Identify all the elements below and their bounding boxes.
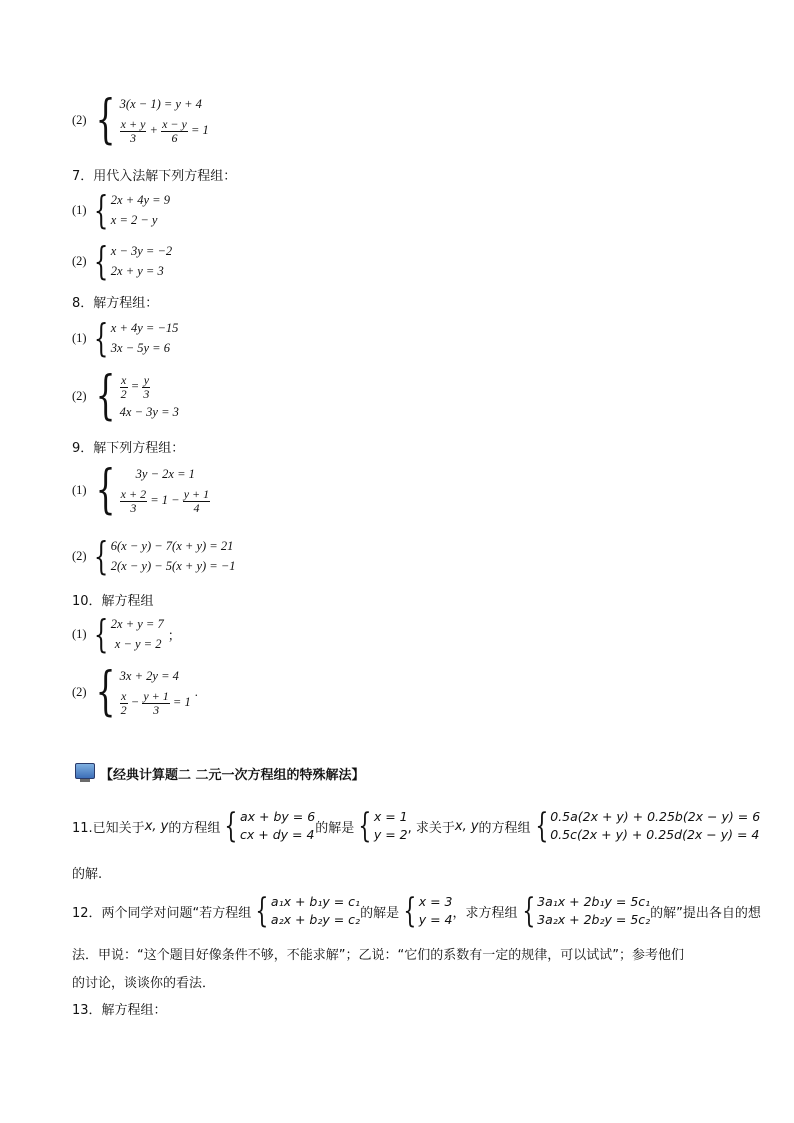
q6-part2-system xyxy=(72,90,209,150)
part-label: (2) xyxy=(72,548,87,563)
q12-line2: 法．甲说：“这个题目好像条件不够，不能求解”；乙说：“它们的系数有一定的规律，可以试试”；参考他们 xyxy=(72,948,684,963)
equation: x + 4y = −15 xyxy=(110,321,179,335)
part-label: (1) xyxy=(72,482,87,497)
q10-part2-system xyxy=(72,662,198,722)
equation: 3(x − 1) = y + 4 xyxy=(119,97,202,111)
part-label: (2) xyxy=(72,112,87,127)
equation: x = 2 − y xyxy=(110,213,158,227)
q7-title: 7．用代入法解下列方程组： xyxy=(72,169,237,184)
brace-icon: { xyxy=(95,90,116,150)
equation: 2x + y = 3 xyxy=(110,264,164,278)
q11-system2: { x = 1 y = 2 xyxy=(358,806,408,846)
equation: $\frac{x + y}{3}$ + $\frac{x - y}{6}$ = 1 xyxy=(120,116,209,145)
brace-icon: { xyxy=(521,891,535,931)
q9-part1-system xyxy=(72,460,210,520)
q12-system2: { x = 3 y = 4 xyxy=(403,891,453,931)
brace-icon: { xyxy=(95,366,116,426)
equation: $\frac{x + 2}{3}$ = 1 − $\frac{y + 1}{4}$ xyxy=(120,486,210,515)
brace-icon: { xyxy=(93,316,108,360)
brace-icon: { xyxy=(93,188,108,232)
equation: 3x − 5y = 6 xyxy=(110,341,170,355)
q11-line1: 11.已知关于 x, y 的方程组 { ax + by = 6 cx + dy = 4 的解是 { x = 1 y = 2 , 求关于 x, y 的方程组 { 0.5a(2x + y) + 0.25b(2x − y) = 6 0.5c(2x + y) + 0.25d(2x − y) = 4 xyxy=(72,806,761,846)
q11-line2: 的解. xyxy=(72,867,103,882)
punctuation: . xyxy=(194,684,198,699)
part-label: (1) xyxy=(72,330,87,345)
section-header xyxy=(74,762,365,784)
q10-part1-system xyxy=(72,614,181,654)
computer-monitor-icon xyxy=(74,762,96,784)
part-label: (1) xyxy=(72,626,87,641)
q8-part1-system xyxy=(72,318,178,358)
part-label: (2) xyxy=(72,388,87,403)
q9-title: 9．解下列方程组： xyxy=(72,441,185,456)
q8-part2-system xyxy=(72,366,179,426)
brace-icon: { xyxy=(95,460,116,520)
q10-title: 10．解方程组 xyxy=(72,594,154,609)
equation: 3y − 2x = 1 xyxy=(135,467,195,481)
brace-icon: { xyxy=(358,806,372,846)
equation: 6(x − y) − 7(x + y) = 21 xyxy=(110,539,234,553)
brace-icon: { xyxy=(93,239,108,283)
q13-title: 13．解方程组： xyxy=(72,1003,167,1018)
part-label: (2) xyxy=(72,684,87,699)
equation: 2x + 4y = 9 xyxy=(110,193,170,207)
equation: 4x − 3y = 3 xyxy=(119,405,179,419)
brace-icon: { xyxy=(95,662,116,722)
equation: $\frac{x}{2}$ − $\frac{y + 1}{3}$ = 1 xyxy=(120,688,191,717)
equation: x − 3y = −2 xyxy=(110,244,173,258)
section-title: 【经典计算题二 二元一次方程组的特殊解法】 xyxy=(100,767,365,783)
q12-system3: { 3a₁x + 2b₁y = 5c₁ 3a₂x + 2b₂y = 5c₂ xyxy=(521,891,651,931)
part-label: (1) xyxy=(72,202,87,217)
equation: $\frac{x}{2}$ = $\frac{y}{3}$ xyxy=(120,372,150,401)
brace-icon: { xyxy=(93,534,108,578)
part-label: (2) xyxy=(72,253,87,268)
punctuation: ； xyxy=(167,628,181,644)
q12-line1: 12．两个同学对问题“若方程组 { a₁x + b₁y = c₁ a₂x + b₂y = c₂ 的解是 { x = 3 y = 4 ，求方程组 { 3a₁x + 2b₁y = 5c₁ 3a₂x + 2b₂y = 5c₂ 的解”提出各自的想 xyxy=(72,891,761,931)
equation: x − y = 2 xyxy=(114,637,162,651)
q11-system3: { 0.5a(2x + y) + 0.25b(2x − y) = 6 0.5c(2x + y) + 0.25d(2x − y) = 4 xyxy=(534,806,761,846)
brace-icon: { xyxy=(224,806,238,846)
brace-icon: { xyxy=(534,806,548,846)
q12-system1: { a₁x + b₁y = c₁ a₂x + b₂y = c₂ xyxy=(255,891,361,931)
q12-line3: 的讨论，谈谈你的看法． xyxy=(72,976,216,991)
q8-title: 8．解方程组： xyxy=(72,296,159,311)
q7-part1-system xyxy=(72,190,170,230)
equation: 3x + 2y = 4 xyxy=(119,669,179,683)
q9-part2-system xyxy=(72,536,236,576)
equation: 2(x − y) − 5(x + y) = −1 xyxy=(110,559,236,573)
q7-part2-system xyxy=(72,241,172,281)
brace-icon: { xyxy=(403,891,417,931)
brace-icon: { xyxy=(255,891,269,931)
equation: 2x + y = 7 xyxy=(110,617,164,631)
q11-system1: { ax + by = 6 cx + dy = 4 xyxy=(224,806,316,846)
brace-icon: { xyxy=(93,612,108,656)
